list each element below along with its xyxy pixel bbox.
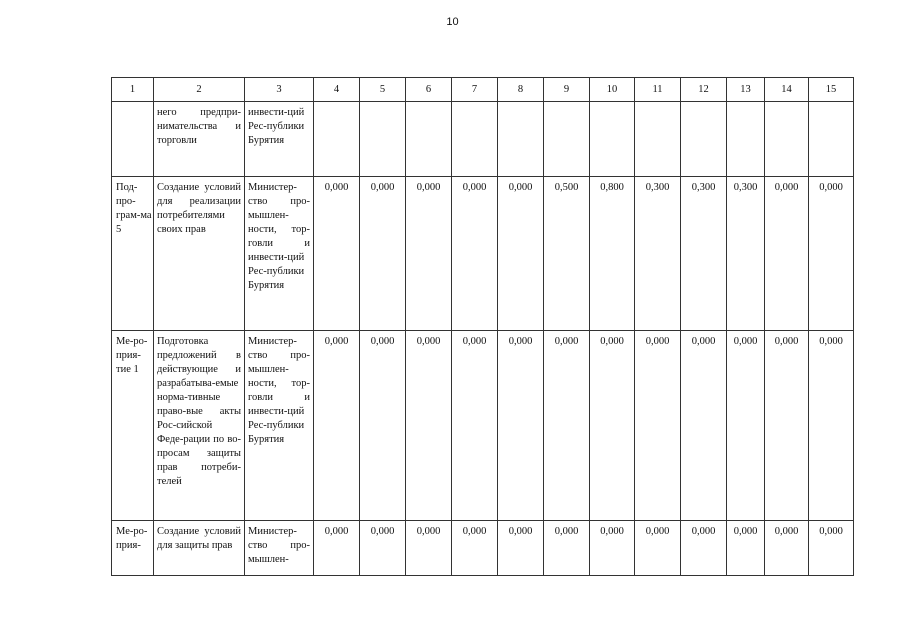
value-cell: 0,800 <box>590 177 635 331</box>
header-cell: 7 <box>452 78 498 102</box>
value-cell <box>406 102 452 177</box>
value-cell: 0,000 <box>635 521 681 576</box>
header-cell: 13 <box>727 78 765 102</box>
row-executor: Министер-ство про-мышлен-ности, тор-говли и инвести-ций Рес-публики Бурятия <box>245 177 314 331</box>
value-cell: 0,000 <box>498 331 544 521</box>
value-cell: 0,000 <box>360 331 406 521</box>
value-cell: 0,000 <box>314 331 360 521</box>
value-cell <box>727 102 765 177</box>
value-cell: 0,000 <box>406 177 452 331</box>
table-row <box>112 177 854 331</box>
value-cell: 0,300 <box>681 177 727 331</box>
value-cell: 0,000 <box>727 521 765 576</box>
value-cell: 0,000 <box>406 521 452 576</box>
value-cell: 0,000 <box>590 521 635 576</box>
header-cell: 1 <box>112 78 154 102</box>
table-row <box>112 102 854 177</box>
header-cell: 5 <box>360 78 406 102</box>
row-code: Ме-ро-прия- <box>112 521 154 576</box>
value-cell: 0,300 <box>727 177 765 331</box>
value-cell: 0,000 <box>809 331 854 521</box>
header-cell: 3 <box>245 78 314 102</box>
value-cell: 0,000 <box>727 331 765 521</box>
row-title: Создание условий для защиты прав <box>154 521 245 576</box>
row-executor: Министер-ство про-мышлен- <box>245 521 314 576</box>
value-cell <box>544 102 590 177</box>
value-cell: 0,000 <box>314 177 360 331</box>
value-cell: 0,000 <box>498 177 544 331</box>
value-cell: 0,000 <box>681 331 727 521</box>
value-cell: 0,000 <box>765 331 809 521</box>
row-title: него предпри-нимательства и торговли <box>154 102 245 177</box>
page-number: 10 <box>446 16 459 28</box>
value-cell: 0,000 <box>544 331 590 521</box>
row-code: Под-про-грам-ма 5 <box>112 177 154 331</box>
row-title: Создание условий для реализации потребителями своих прав <box>154 177 245 331</box>
value-cell: 0,000 <box>635 331 681 521</box>
header-cell: 14 <box>765 78 809 102</box>
header-cell: 11 <box>635 78 681 102</box>
value-cell: 0,000 <box>360 521 406 576</box>
value-cell: 0,500 <box>544 177 590 331</box>
row-executor: Министер-ство про-мышлен-ности, тор-говли и инвести-ций Рес-публики Бурятия <box>245 331 314 521</box>
row-title: Подготовка предложений в действующие и разрабатыва-емые норма-тивные право-вые акты Рос-сийской Феде-рации по во-просам защиты прав потреби-телей <box>154 331 245 521</box>
value-cell <box>809 102 854 177</box>
header-cell: 12 <box>681 78 727 102</box>
value-cell: 0,300 <box>635 177 681 331</box>
header-cell: 4 <box>314 78 360 102</box>
value-cell <box>681 102 727 177</box>
value-cell <box>498 102 544 177</box>
value-cell: 0,000 <box>765 177 809 331</box>
row-code <box>112 102 154 177</box>
table-header-row <box>112 78 854 102</box>
value-cell: 0,000 <box>809 177 854 331</box>
value-cell <box>635 102 681 177</box>
value-cell: 0,000 <box>590 331 635 521</box>
value-cell: 0,000 <box>809 521 854 576</box>
table-row <box>112 331 854 521</box>
value-cell: 0,000 <box>498 521 544 576</box>
header-cell: 2 <box>154 78 245 102</box>
value-cell: 0,000 <box>406 331 452 521</box>
value-cell: 0,000 <box>681 521 727 576</box>
value-cell: 0,000 <box>452 521 498 576</box>
value-cell <box>452 102 498 177</box>
header-cell: 6 <box>406 78 452 102</box>
value-cell <box>360 102 406 177</box>
header-cell: 8 <box>498 78 544 102</box>
value-cell: 0,000 <box>544 521 590 576</box>
row-executor: инвести-ций Рес-публики Бурятия <box>245 102 314 177</box>
value-cell <box>590 102 635 177</box>
header-cell: 15 <box>809 78 854 102</box>
budget-table <box>111 77 854 576</box>
value-cell: 0,000 <box>360 177 406 331</box>
value-cell <box>314 102 360 177</box>
table-row <box>112 521 854 576</box>
value-cell: 0,000 <box>765 521 809 576</box>
header-cell: 10 <box>590 78 635 102</box>
value-cell: 0,000 <box>314 521 360 576</box>
value-cell: 0,000 <box>452 331 498 521</box>
header-cell: 9 <box>544 78 590 102</box>
value-cell: 0,000 <box>452 177 498 331</box>
row-code: Ме-ро-прия-тие 1 <box>112 331 154 521</box>
value-cell <box>765 102 809 177</box>
